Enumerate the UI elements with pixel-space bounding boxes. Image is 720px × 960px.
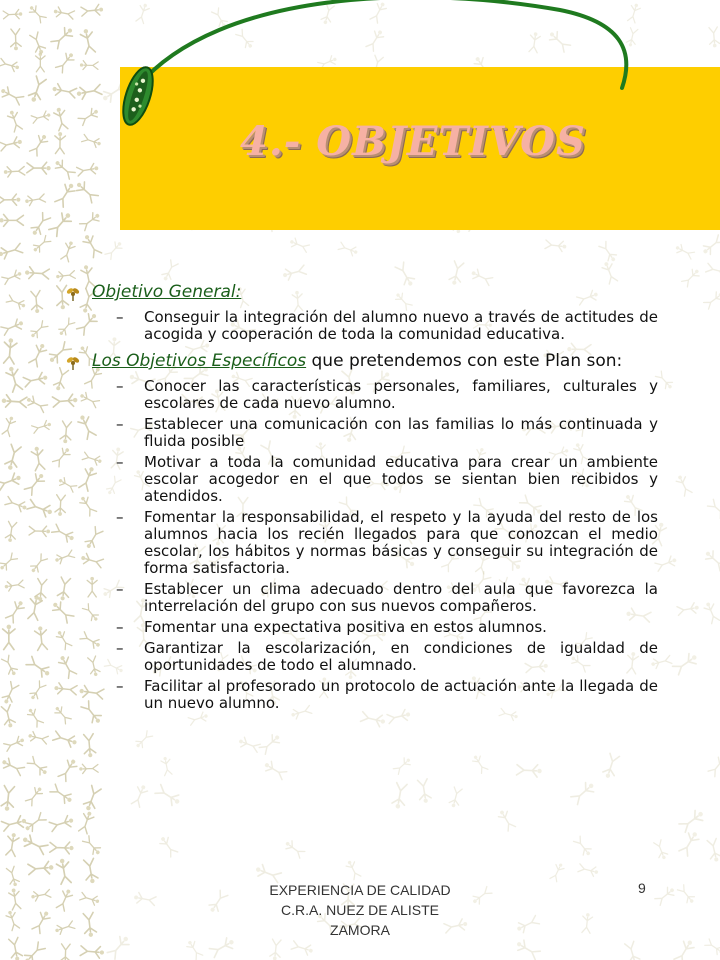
pattern-figure: [573, 836, 593, 858]
pattern-figure: [497, 808, 517, 831]
pattern-figure: [6, 866, 21, 887]
pattern-figure: [471, 753, 489, 773]
pattern-figure: [49, 814, 75, 832]
pattern-figure: [705, 262, 720, 278]
list-item: [64, 581, 658, 615]
pattern-figure: [5, 832, 20, 856]
pattern-figure: [703, 548, 720, 571]
pattern-figure: [49, 783, 74, 805]
pattern-figure: [56, 270, 76, 282]
pattern-figure: [291, 940, 314, 956]
list-item: [64, 309, 658, 343]
pattern-figure: [30, 290, 43, 313]
pattern-figure: [338, 241, 359, 257]
pattern-figure: [0, 242, 23, 260]
pattern-figure: [1, 269, 23, 285]
pattern-figure: [50, 841, 74, 854]
pattern-figure: [0, 472, 23, 492]
footer-line-2: C.R.A. NUEZ DE ALISTE: [281, 902, 439, 918]
flower-bullet-icon: [64, 351, 92, 372]
pattern-figure: [4, 444, 22, 471]
specific-item-text: Facilitar al profesorado un protocolo de actuación ante la llegada de un nuevo alumno.: [144, 677, 658, 712]
pattern-figure: [8, 888, 22, 910]
pattern-figure: [1, 815, 27, 832]
general-objective-bullet: [64, 282, 658, 303]
pattern-figure: [134, 730, 154, 750]
pattern-figure: [24, 471, 47, 496]
pattern-figure: [25, 785, 45, 806]
pattern-figure: [79, 764, 98, 774]
pattern-figure: [31, 420, 52, 435]
pattern-figure: [158, 834, 179, 857]
pattern-figure: [80, 945, 104, 959]
page-number: 9: [638, 880, 646, 896]
general-items: [64, 309, 658, 343]
pattern-figure: [22, 941, 46, 960]
pattern-figure: [514, 938, 541, 960]
pattern-figure: [578, 863, 599, 877]
pattern-figure: [29, 526, 50, 537]
pattern-figure: [25, 394, 48, 413]
dash-marker: –: [116, 508, 124, 526]
pattern-figure: [31, 446, 46, 471]
pattern-figure: [27, 499, 54, 519]
pattern-figure: [391, 782, 408, 809]
footer-line-3: ZAMORA: [330, 922, 390, 938]
pattern-figure: [598, 241, 618, 264]
pattern-figure: [1, 681, 20, 705]
pattern-figure: [31, 909, 52, 934]
pattern-figure: [581, 913, 593, 934]
dash-marker: –: [116, 453, 124, 471]
pattern-figure: [57, 757, 79, 782]
pattern-figure: [78, 810, 95, 834]
pattern-figure: [27, 756, 50, 777]
pattern-figure: [283, 839, 305, 859]
list-item: [64, 509, 658, 577]
footer-line-1: EXPERIENCIA DE CALIDAD: [269, 882, 451, 898]
pattern-figure: [677, 602, 700, 616]
pattern-figure: [269, 939, 281, 960]
pattern-figure: [34, 626, 48, 651]
pattern-figure: [601, 260, 619, 284]
pattern-figure: [681, 267, 701, 288]
pattern-figure: [654, 885, 676, 906]
pattern-figure: [0, 756, 25, 776]
pattern-figure: [703, 601, 720, 624]
pattern-figure: [56, 888, 74, 912]
pattern-figure: [207, 890, 229, 915]
pattern-figure: [707, 499, 720, 521]
pattern-figure: [675, 474, 693, 497]
list-item: [64, 378, 658, 412]
swoosh-curve: [138, 0, 626, 88]
pattern-figure: [27, 731, 48, 745]
pattern-figure: [1, 785, 16, 811]
pattern-figure: [8, 937, 23, 960]
pattern-figure: [602, 753, 621, 780]
pattern-figure: [417, 779, 432, 804]
general-heading: Objetivo General:: [92, 282, 242, 302]
pattern-figure: [1, 394, 27, 408]
pattern-figure: [678, 808, 706, 833]
pattern-figure: [131, 783, 149, 807]
pattern-figure: [5, 521, 18, 542]
list-item: [64, 640, 658, 674]
pattern-figure: [1, 318, 25, 337]
pattern-figure: [25, 656, 52, 680]
pattern-figure: [237, 736, 260, 753]
pattern-figure: [515, 915, 540, 935]
pattern-figure: [83, 734, 96, 758]
pattern-figure: [624, 941, 641, 960]
pattern-figure: [30, 889, 51, 902]
list-item: [64, 678, 658, 712]
pattern-figure: [5, 365, 24, 392]
pattern-figure: [104, 239, 124, 260]
list-item: [64, 619, 658, 636]
pattern-figure: [3, 625, 15, 650]
pattern-figure: [259, 732, 283, 755]
dash-marker: –: [116, 308, 124, 326]
pattern-figure: [677, 884, 697, 905]
pattern-figure: [154, 784, 182, 808]
pattern-figure: [3, 735, 25, 752]
pattern-figure: [516, 764, 542, 778]
pattern-figure: [5, 909, 20, 931]
dash-marker: –: [116, 677, 124, 695]
specific-heading-rest: que pretendemos con este Plan son:: [306, 351, 623, 371]
pattern-figure: [133, 892, 156, 907]
pattern-figure: [0, 704, 16, 728]
pattern-figure: [26, 707, 44, 728]
pattern-figure: [160, 756, 172, 776]
pattern-figure: [82, 785, 102, 812]
pattern-figure: [185, 939, 203, 960]
pattern-figure: [1, 655, 19, 677]
pattern-figure: [673, 938, 696, 960]
pattern-figure: [678, 829, 701, 856]
dash-marker: –: [116, 415, 124, 433]
specific-heading: Los Objetivos Específicos: [92, 351, 307, 371]
list-item: [64, 454, 658, 505]
pattern-figure: [706, 838, 720, 862]
pattern-figure: [545, 239, 567, 252]
specific-item-text: Motivar a toda la comunidad educativa para crear un ambiente escolar acogedor en el que todos se sientan bien recibidos y atendidos.: [144, 453, 658, 505]
pattern-figure: [704, 938, 720, 956]
pattern-figure: [160, 260, 179, 283]
pattern-figure: [29, 320, 49, 340]
pattern-figure: [4, 579, 24, 591]
pattern-figure: [82, 835, 103, 857]
pattern-figure: [703, 290, 720, 310]
pattern-figure: [345, 859, 362, 880]
pattern-figure: [25, 266, 50, 280]
pattern-figure: [52, 730, 78, 748]
pattern-figure: [262, 759, 287, 780]
pattern-figure: [83, 858, 99, 884]
green-seed-icon: [117, 64, 158, 128]
specific-item-text: Fomentar la responsabilidad, el respeto y la ayuda del resto de los alumnos hacia los recién llegados para que conozcan el medio escolar, los hábitos y normas básicas y conseguir su integración de forma satisfactoria.: [144, 508, 658, 577]
dash-marker: –: [116, 580, 124, 598]
slide-title: 4.- OBJETIVOS: [240, 118, 586, 165]
general-item-text: Conseguir la integración del alumno nuevo a través de actitudes de acogida y cooperación de toda la comunidad educativa.: [144, 308, 658, 343]
pattern-figure: [5, 496, 29, 513]
pattern-figure: [82, 912, 97, 937]
pattern-figure: [0, 552, 18, 572]
pattern-figure: [3, 338, 18, 364]
pattern-figure: [393, 756, 413, 775]
pattern-figure: [653, 840, 669, 861]
pattern-figure: [54, 920, 75, 935]
pattern-figure: [672, 651, 700, 676]
footer: [230, 880, 490, 940]
pattern-figure: [20, 833, 48, 855]
pattern-figure: [674, 243, 695, 260]
pattern-figure: [23, 372, 48, 388]
pattern-figure: [448, 787, 463, 809]
pattern-figure: [549, 862, 565, 882]
pattern-figure: [282, 264, 307, 281]
specific-item-text: Conocer las características personales, familiares, culturales y escolares de cada nuevo alumno.: [144, 377, 658, 412]
pattern-figure: [28, 861, 54, 876]
list-item: [64, 416, 658, 450]
dash-marker: –: [116, 618, 124, 636]
specific-item-text: Establecer un clima adecuado dentro del aula que favorezca la interrelación del grupo con sus nuevos compañeros.: [144, 580, 658, 615]
slide-content: [64, 282, 658, 718]
pattern-figure: [107, 933, 132, 960]
pattern-figure: [60, 944, 71, 960]
dash-marker: –: [116, 377, 124, 395]
pattern-figure: [1, 415, 16, 437]
pattern-figure: [56, 858, 73, 885]
flower-bullet-icon: [64, 282, 92, 303]
pattern-figure: [29, 553, 49, 574]
pattern-figure: [570, 780, 597, 805]
specific-objectives-bullet: [64, 351, 658, 372]
pattern-figure: [60, 240, 76, 262]
specific-item-text: Garantizar la escolarización, en condiciones de igualdad de oportunidades de todo el alumnado.: [144, 639, 658, 674]
specific-items: [64, 378, 658, 712]
pattern-figure: [28, 342, 48, 368]
dash-marker: –: [116, 639, 124, 657]
pattern-figure: [5, 599, 27, 624]
pattern-figure: [707, 754, 720, 777]
specific-item-text: Fomentar una expectativa positiva en estos alumnos.: [144, 618, 547, 636]
pattern-figure: [6, 294, 27, 310]
pattern-figure: [79, 892, 100, 907]
pattern-figure: [655, 555, 678, 572]
pattern-figure: [23, 812, 47, 834]
specific-item-text: Establecer una comunicación con las familias lo más continuada y fluida posible: [144, 415, 658, 450]
pattern-figure: [28, 680, 46, 701]
